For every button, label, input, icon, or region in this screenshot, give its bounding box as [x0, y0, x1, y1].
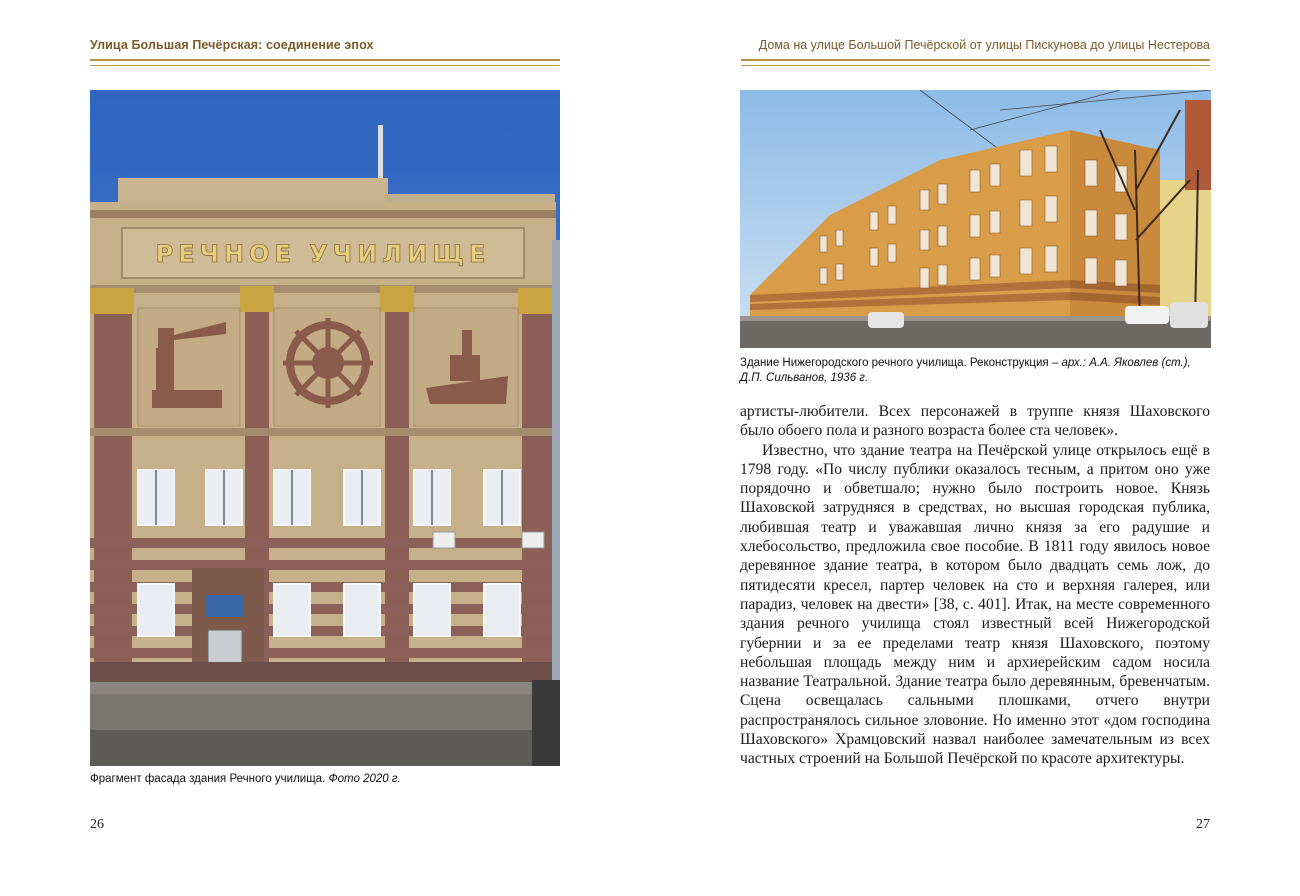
caption-right-main: Здание Нижегородского речного училища. Реконструкция – — [740, 357, 1062, 369]
caption-left — [90, 772, 560, 787]
header-rule-right — [741, 59, 1210, 66]
header-rule-left — [90, 59, 560, 66]
running-head-left: Улица Большая Печёрская: соединение эпох — [90, 38, 374, 52]
page-number-left: 26 — [90, 817, 104, 832]
photo-river-school-building — [740, 90, 1211, 348]
caption-right-italic: арх.: А.А. Яковлев (ст.), Д.П. Сильванов, 1936 г. — [740, 357, 1191, 384]
body-text — [740, 402, 1210, 769]
caption-left-italic: Фото 2020 г. — [328, 773, 401, 785]
facade-sign-text: РЕЧНОЕ УЧИЛИЩЕ — [155, 240, 491, 268]
caption-left-main: Фрагмент фасада здания Речного училища. — [90, 773, 326, 785]
paragraph-1: артисты-любители. Всех персонажей в труппе князя Шаховского было обоего пола и разного возраста более ста человек». — [740, 403, 1210, 440]
page-number-right: 27 — [1196, 817, 1210, 832]
caption-right — [740, 356, 1211, 386]
photo-river-school-facade — [90, 90, 560, 766]
running-head-right: Дома на улице Большой Печёрской от улицы Пискунова до улицы Нестерова — [758, 38, 1210, 52]
paragraph-2: Известно, что здание театра на Печёрской улице открылось ещё в 1798 году. «По числу публики оказалось тесным, а притом оно уже порядочно и обветшало; нужно было построить новое. Князь Шаховской затрудняся в средствах, но высшая городская публика, любившая театр и уважавшая лично князя за его радушие и хлебосольство, предложила свое пособие. В 1811 году явилось новое деревянное здание театра, в котором было двадцать семь лож, до пятидесяти кресел, партер человек на сто и верхняя галерея, или парадиз, человек на двести» [38, с. 401]. Итак, на месте современного здания речного училища стоял известный всей Нижегородской губернии и за ее пределами театр князя Шаховского, поэтому небольшая площадь между ним и архиерейским садом носила название Театральной. Здание театра было деревянным, бревенчатым. Сцена освещалась сальными плошками, отчего внутри распространялось сильное зловоние. Но именно этот «дом господина Шаховского» Храмцовский назвал наиболее замечательным из всех частных строений на Большой Печёрской по красоте архитектуры. — [740, 441, 1210, 768]
